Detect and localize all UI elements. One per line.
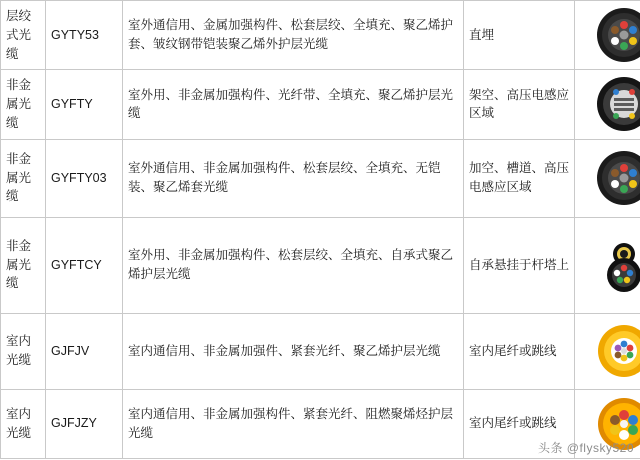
cable-cross-section-dark-icon [596, 150, 640, 206]
cable-type: 层绞式光缆 [1, 1, 46, 70]
cable-description: 室外用、非金属加强构件、松套层绞、全填充、自承式聚乙烯护层光缆 [123, 217, 464, 313]
cable-image-cell [575, 1, 640, 70]
cable-code: GYFTY [46, 70, 123, 139]
cable-image-cell [575, 313, 640, 389]
cable-cross-section-dark-icon [596, 7, 640, 63]
cable-image-cell [575, 70, 640, 139]
table-row [1, 217, 640, 313]
cable-usage: 室内尾纤或跳线 [464, 389, 575, 458]
cable-description: 室外通信用、金属加强构件、松套层绞、全填充、聚乙烯护套、皱纹钢带铠装聚乙烯外护层光缆 [123, 1, 464, 70]
watermark-text: 头条 @flysky520 [537, 441, 634, 455]
cable-usage: 直埋 [464, 1, 575, 70]
table-row [1, 1, 640, 70]
cable-code: GYTY53 [46, 1, 123, 70]
cable-code: GYFTY03 [46, 139, 123, 217]
cable-cross-section-ribbon-icon [596, 76, 640, 132]
cable-code: GJFJZY [46, 389, 123, 458]
cable-usage: 加空、槽道、高压电感应区域 [464, 139, 575, 217]
cable-usage: 室内尾纤或跳线 [464, 313, 575, 389]
table-row [1, 70, 640, 139]
cable-cross-section-orange-icon [596, 323, 640, 379]
cable-description: 室外通信用、非金属加强构件、松套层绞、全填充、无铠装、聚乙烯套光缆 [123, 139, 464, 217]
cable-type: 非金属光缆 [1, 217, 46, 313]
cable-description: 室外用、非金属加强构件、光纤带、全填充、聚乙烯护层光缆 [123, 70, 464, 139]
cable-image-cell [575, 217, 640, 313]
cable-type: 非金属光缆 [1, 139, 46, 217]
cable-code: GYFTCY [46, 217, 123, 313]
cable-cross-section-figure8-icon [596, 237, 640, 293]
cable-type: 室内光缆 [1, 313, 46, 389]
table-row [1, 139, 640, 217]
cable-usage: 自承悬挂于杆塔上 [464, 217, 575, 313]
cable-code: GJFJV [46, 313, 123, 389]
cable-usage: 架空、高压电感应区域 [464, 70, 575, 139]
cable-description: 室内通信用、非金属加强构件、紧套光纤、阻燃聚烯烃护层光缆 [123, 389, 464, 458]
cable-type: 非金属光缆 [1, 70, 46, 139]
cable-description: 室内通信用、非金属加强件、紧套光纤、聚乙烯护层光缆 [123, 313, 464, 389]
table-row [1, 313, 640, 389]
cable-type: 室内光缆 [1, 389, 46, 458]
cable-image-cell [575, 139, 640, 217]
